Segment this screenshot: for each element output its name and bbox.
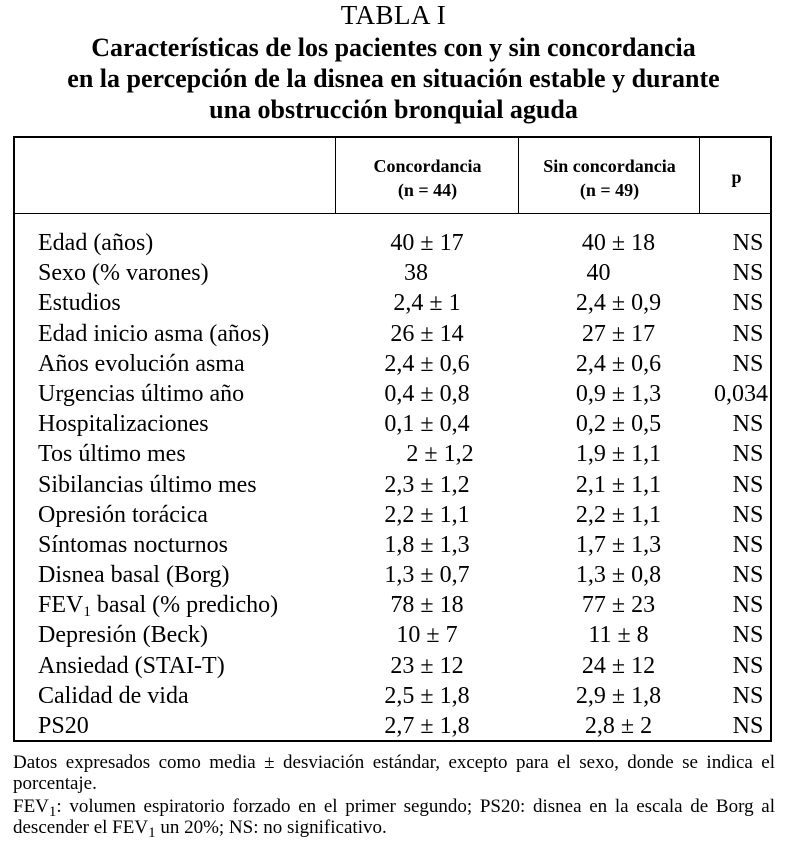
row-label: Opresión torácica xyxy=(38,501,208,528)
value-concordancia: 2 ± 1,2 xyxy=(406,441,474,468)
value-p: NS xyxy=(732,320,764,347)
header-sin-concordancia-n: (n = 49) xyxy=(579,180,640,200)
footnote-1: Datos expresados como media ± desviación estándar, excepto para el sexo, donde se indica el porcentaje. xyxy=(13,752,775,794)
value-sin-concordancia: 77 ± 23 xyxy=(581,592,656,619)
value-concordancia: 2,7 ± 1,8 xyxy=(384,713,470,739)
row-label: Estudios xyxy=(38,290,121,317)
row-label: Ansiedad (STAI-T) xyxy=(38,652,225,679)
data-table xyxy=(13,136,772,742)
row-label xyxy=(38,590,278,620)
value-concordancia: 1,3 ± 0,7 xyxy=(384,562,470,589)
row-label: Edad inicio asma (años) xyxy=(38,320,270,347)
value-sin-concordancia: 0,2 ± 0,5 xyxy=(575,411,662,438)
value-concordancia: 38 xyxy=(404,260,428,287)
header-concordancia xyxy=(337,154,518,202)
table-row xyxy=(15,590,770,620)
value-sin-concordancia: 2,9 ± 1,8 xyxy=(575,682,662,709)
value-sin-concordancia: 2,1 ± 1,1 xyxy=(575,471,662,498)
value-p: 0,034 xyxy=(714,380,768,407)
table-row xyxy=(15,620,770,650)
value-p: NS xyxy=(732,411,764,438)
header-p: p xyxy=(731,167,742,187)
value-concordancia: 2,2 ± 1,1 xyxy=(384,501,470,528)
table-row xyxy=(15,319,770,349)
value-p: NS xyxy=(732,713,764,739)
table-row xyxy=(15,288,770,318)
value-p: NS xyxy=(732,260,764,287)
row-label: Tos último mes xyxy=(38,441,186,468)
value-sin-concordancia: 2,8 ± 2 xyxy=(584,713,653,739)
table-row xyxy=(15,651,770,681)
header-concordancia-label: Concordancia xyxy=(373,156,482,176)
row-label: Disnea basal (Borg) xyxy=(38,562,230,589)
column-divider xyxy=(699,138,700,214)
table-body xyxy=(15,228,770,741)
value-concordancia: 40 ± 17 xyxy=(390,230,464,256)
value-p: NS xyxy=(732,592,764,619)
footnote-2-text: : volumen espiratorio forzado en el primer segundo; PS20: disnea en la escala de Borg al descender el FEV xyxy=(13,796,775,838)
row-label: Urgencias último año xyxy=(38,380,245,407)
table-row xyxy=(15,500,770,530)
value-concordancia: 2,4 ± 0,6 xyxy=(384,350,470,377)
table-row xyxy=(15,379,770,409)
value-p: NS xyxy=(732,501,764,528)
header-divider xyxy=(15,213,770,214)
value-sin-concordancia: 27 ± 17 xyxy=(581,320,656,347)
value-p: NS xyxy=(732,682,764,709)
table-row xyxy=(15,681,770,711)
table-title-line-1: Características de los pacientes con y sin concordancia xyxy=(91,33,696,62)
column-divider xyxy=(335,138,336,214)
table-row xyxy=(15,228,770,258)
row-label-fev: FEV xyxy=(38,592,84,619)
value-p: NS xyxy=(732,471,764,498)
table-row xyxy=(15,439,770,469)
row-label: PS20 xyxy=(38,713,89,739)
table-row xyxy=(15,711,770,741)
table-title-line-3: una obstrucción bronquial aguda xyxy=(209,95,578,124)
row-label: Calidad de vida xyxy=(38,682,189,709)
table-title-line-2: en la percepción de la disnea en situación estable y durante xyxy=(67,64,720,93)
table-row xyxy=(15,470,770,500)
value-concordancia: 2,5 ± 1,8 xyxy=(384,682,470,709)
value-sin-concordancia: 11 ± 8 xyxy=(588,622,649,649)
row-label: Sexo (% varones) xyxy=(38,260,209,287)
value-p: NS xyxy=(732,441,764,468)
table-row xyxy=(15,349,770,379)
value-p: NS xyxy=(732,652,764,679)
value-concordancia: 2,4 ± 1 xyxy=(393,290,461,317)
header-sin-concordancia-label: Sin concordancia xyxy=(543,156,676,176)
row-label: Edad (años) xyxy=(38,230,154,256)
row-label-fev-subscript: 1 xyxy=(83,604,91,621)
value-p: NS xyxy=(732,350,764,377)
row-label: Sibilancias último mes xyxy=(38,471,257,498)
footnote-2-fev: FEV xyxy=(13,796,49,817)
row-label-fev-rest: basal (% predicho) xyxy=(90,592,279,619)
value-concordancia: 23 ± 12 xyxy=(390,652,464,679)
value-concordancia: 78 ± 18 xyxy=(390,592,464,619)
footnote-2-subscript: 1 xyxy=(148,825,156,841)
value-sin-concordancia: 1,7 ± 1,3 xyxy=(575,531,662,558)
row-label: Depresión (Beck) xyxy=(38,622,208,649)
value-sin-concordancia: 1,3 ± 0,8 xyxy=(575,562,662,589)
header-sin-concordancia xyxy=(520,154,699,202)
value-sin-concordancia: 0,9 ± 1,3 xyxy=(575,380,662,407)
column-divider xyxy=(518,138,519,214)
table-label: TABLA I xyxy=(340,0,447,30)
value-concordancia: 26 ± 14 xyxy=(390,320,464,347)
value-sin-concordancia: 40 ± 18 xyxy=(581,230,656,256)
value-concordancia: 0,1 ± 0,4 xyxy=(384,411,470,438)
value-sin-concordancia: 2,4 ± 0,9 xyxy=(575,290,662,317)
table-row xyxy=(15,530,770,560)
table-row xyxy=(15,258,770,288)
value-p: NS xyxy=(732,562,764,589)
row-label: Síntomas nocturnos xyxy=(38,531,228,558)
row-label: Hospitalizaciones xyxy=(38,411,209,438)
value-sin-concordancia: 1,9 ± 1,1 xyxy=(575,441,662,468)
footnote-2-subscript: 1 xyxy=(48,804,57,820)
value-sin-concordancia: 2,2 ± 1,1 xyxy=(575,501,662,528)
table-row xyxy=(15,560,770,590)
footnote-2-tail: un 20%; NS: no significativo. xyxy=(155,817,387,838)
table-row xyxy=(15,409,770,439)
value-p: NS xyxy=(732,290,764,317)
value-concordancia: 0,4 ± 0,8 xyxy=(384,380,470,407)
value-sin-concordancia: 24 ± 12 xyxy=(581,652,656,679)
value-sin-concordancia: 2,4 ± 0,6 xyxy=(575,350,662,377)
value-concordancia: 2,3 ± 1,2 xyxy=(384,471,470,498)
value-concordancia: 1,8 ± 1,3 xyxy=(384,531,470,558)
value-p: NS xyxy=(732,230,764,256)
value-p: NS xyxy=(732,531,764,558)
value-concordancia: 10 ± 7 xyxy=(396,622,458,649)
value-p: NS xyxy=(732,622,764,649)
row-label: Años evolución asma xyxy=(38,350,245,377)
footnote-2 xyxy=(13,796,775,841)
header-concordancia-n: (n = 44) xyxy=(397,180,458,200)
value-sin-concordancia: 40 xyxy=(586,260,611,287)
